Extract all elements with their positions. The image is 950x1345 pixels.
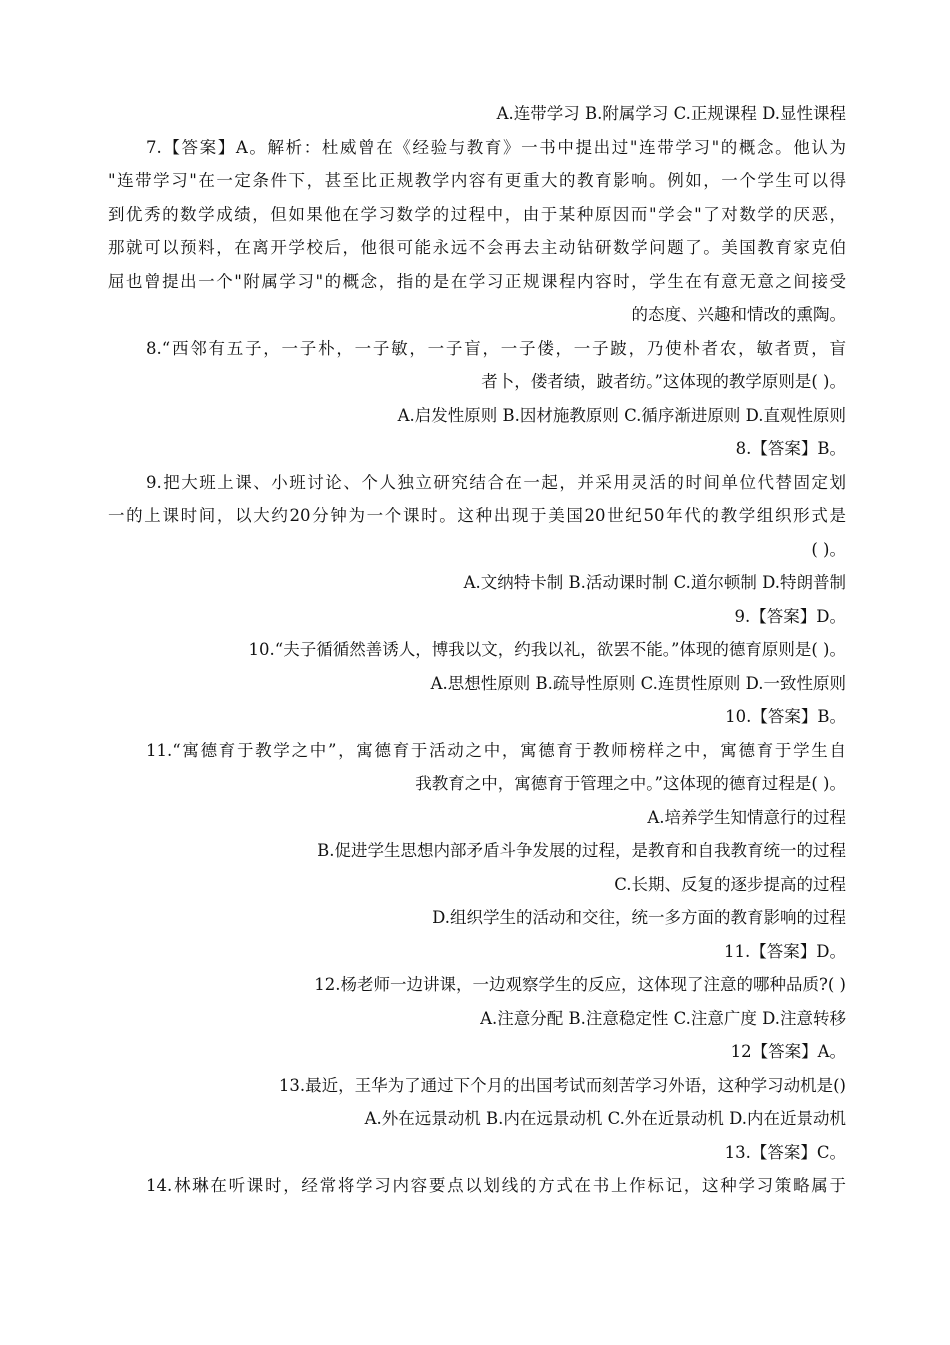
text-line: 10.【答案】B。 [725, 707, 846, 726]
text-line: 13.【答案】C。 [724, 1142, 846, 1162]
text-line: 8.【答案】B。 [735, 439, 846, 458]
text-line: 12【答案】A。 [730, 1042, 846, 1061]
text-line: 10.“夫子循循然善诱人，博我以文，约我以礼，欲罢不能。”体现的德育原则是( )。 [248, 640, 846, 659]
text-line: 14.林琳在听课时，经常将学习内容要点以划线的方式在书上作标记，这种学习策略属于 [146, 1176, 846, 1195]
document-body [108, 97, 846, 1203]
text-line: ( )。 [811, 539, 846, 559]
text-line: A.外在远景动机 B.内在远景动机 C.外在近景动机 D.内在近景动机 [364, 1109, 846, 1128]
text-line: B.促进学生思想内部矛盾斗争发展的过程，是教育和自我教育统一的过程 [317, 841, 846, 860]
text-line: "连带学习"在一定条件下，甚至比正规教学内容有更重大的教育影响。例如，一个学生可以得 [108, 171, 846, 190]
text-line: C.长期、反复的逐步提高的过程 [614, 874, 846, 894]
text-line: 屈也曾提出一个"附属学习"的概念，指的是在学习正规课程内容时，学生在有意无意之间接受 [108, 271, 846, 291]
text-line: 者卜，偻者绩，跛者纺。”这体现的教学原则是( )。 [481, 372, 846, 391]
text-line: 8.“西邻有五子，一子朴，一子敏，一子盲，一子偻，一子跛，乃使朴者农，敏者贾，盲 [146, 338, 846, 358]
text-line: 的态度、兴趣和情改的熏陶。 [631, 305, 846, 324]
text-line: 12.杨老师一边讲课，一边观察学生的反应，这体现了注意的哪种品质?( ) [314, 975, 846, 994]
text-line: A.连带学习 B.附属学习 C.正规课程 D.显性课程 [496, 104, 846, 123]
text-line: 7.【答案】A。解析：杜威曾在《经验与教育》一书中提出过"连带学习"的概念。他认为 [146, 137, 846, 157]
text-line: A.文纳特卡制 B.活动课时制 C.道尔顿制 D.特朗普制 [463, 573, 846, 592]
text-line: A.思想性原则 B.疏导性原则 C.连贯性原则 D.一致性原则 [430, 673, 846, 693]
text-line: 到优秀的数学成绩，但如果他在学习数学的过程中，由于某种原因而"学会"了对数学的厌恶， [108, 204, 846, 224]
text-line: A.注意分配 B.注意稳定性 C.注意广度 D.注意转移 [480, 1008, 846, 1028]
text-line: D.组织学生的活动和交往，统一多方面的教育影响的过程 [432, 908, 846, 927]
text-line: 11.“寓德育于教学之中”，寓德育于活动之中，寓德育于教师榜样之中，寓德育于学生自 [146, 740, 846, 760]
text-line: 9.把大班上课、小班讨论、个人独立研究结合在一起，并采用灵活的时间单位代替固定划 [146, 472, 846, 492]
text-line: 一的上课时间，以大约20分钟为一个课时。这种出现于美国20世纪50年代的教学组织形式是 [108, 506, 846, 525]
text-line: 9.【答案】D。 [734, 606, 846, 626]
text-line: 11.【答案】D。 [724, 941, 846, 961]
text-line: A.培养学生知情意行的过程 [647, 807, 846, 827]
text-line: 13.最近，王华为了通过下个月的出国考试而刻苦学习外语，这种学习动机是() [278, 1075, 846, 1095]
text-line: A.启发性原则 B.因材施教原则 C.循序渐进原则 D.直观性原则 [397, 405, 846, 425]
text-line: 我教育之中，寓德育于管理之中。”这体现的德育过程是( )。 [415, 774, 846, 793]
text-line: 那就可以预料，在离开学校后，他很可能永远不会再去主动钻研数学问题了。美国教育家克伯 [108, 238, 846, 257]
